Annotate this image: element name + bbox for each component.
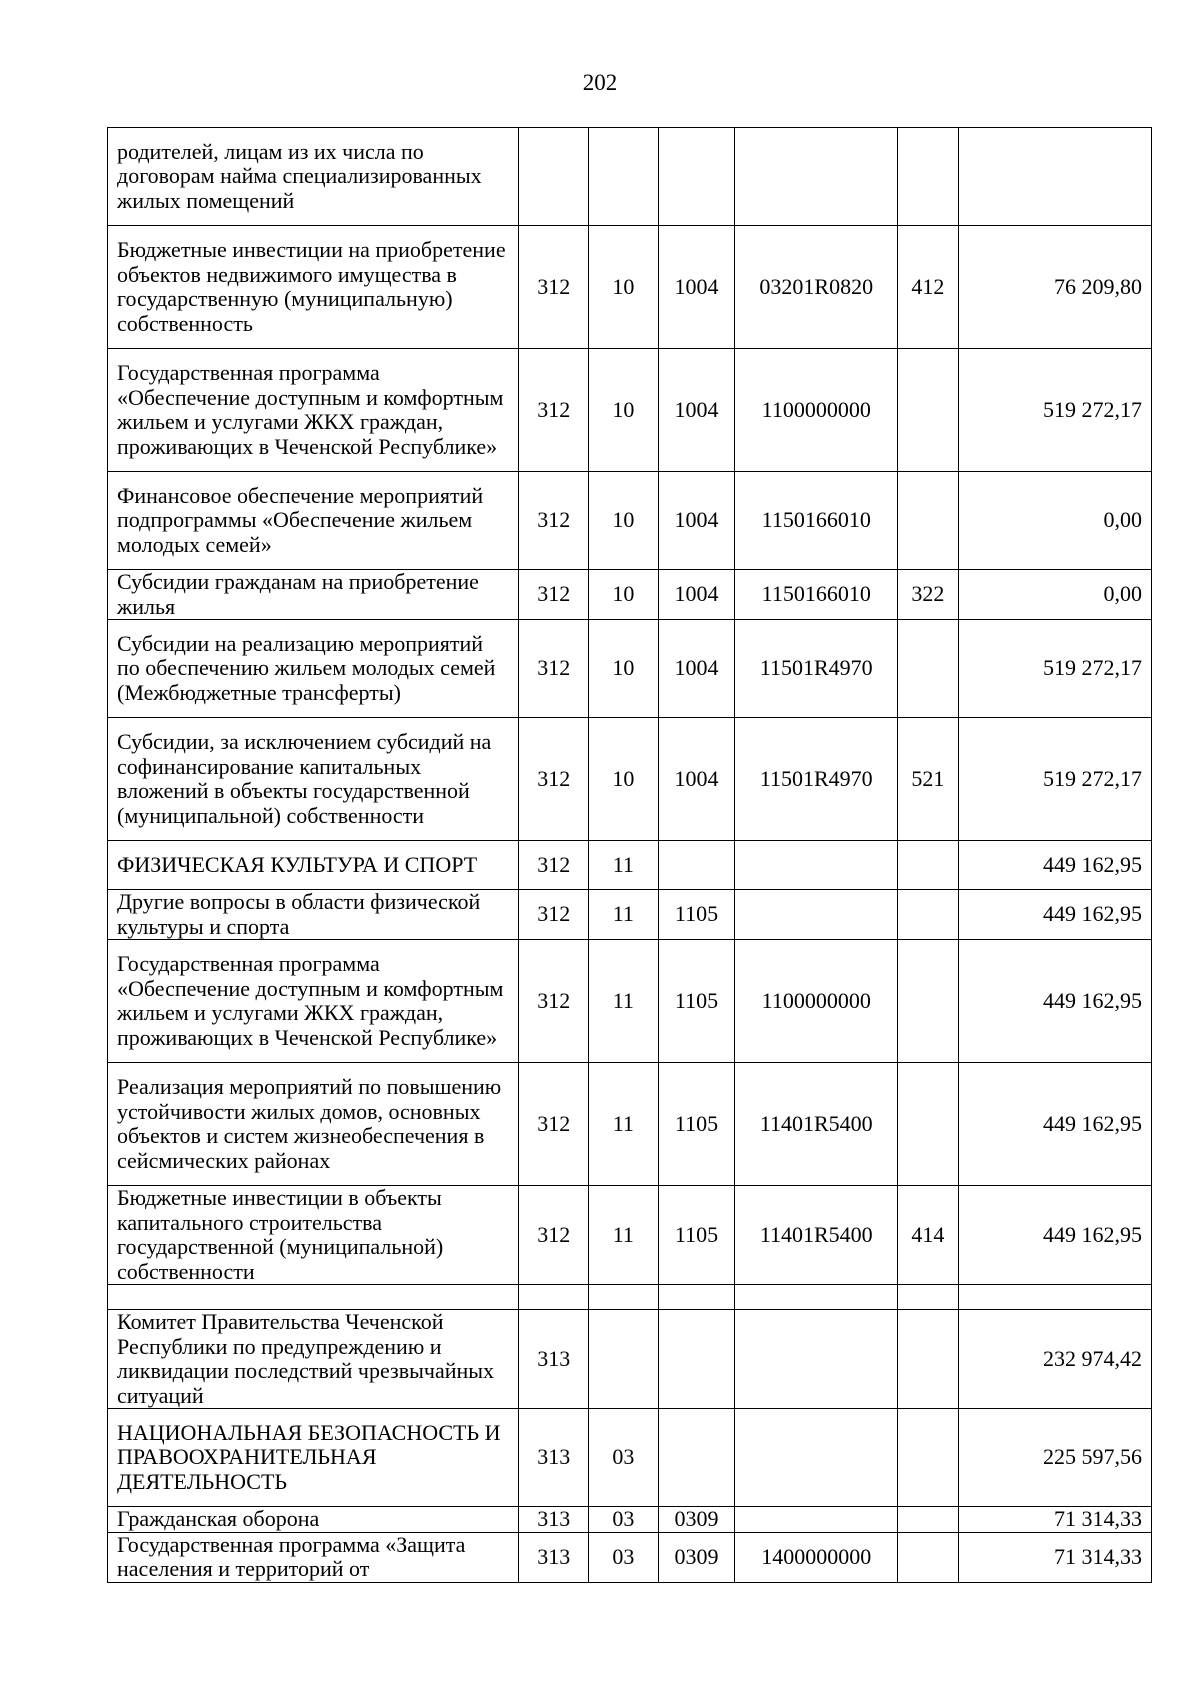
ved-code: 313 (519, 1310, 589, 1409)
ved-code: 313 (519, 1409, 589, 1507)
target-article-code: 1100000000 (735, 349, 898, 472)
table-row (108, 1310, 1152, 1409)
expense-type-code (898, 472, 958, 570)
amount (958, 1285, 1152, 1310)
subsection-code (658, 1285, 735, 1310)
ved-code: 312 (519, 890, 589, 940)
ved-code (519, 128, 589, 226)
expense-type-code: 412 (898, 226, 958, 349)
page-number: 202 (582, 70, 618, 95)
section-code: 10 (589, 570, 659, 620)
section-code: 11 (589, 890, 659, 940)
amount (958, 128, 1152, 226)
subsection-code: 1004 (658, 226, 735, 349)
subsection-code: 1105 (658, 890, 735, 940)
section-code: 03 (589, 1532, 659, 1582)
target-article-code: 11401R5400 (735, 1186, 898, 1285)
item-name: Субсидии, за исключением субсидий на софинансирование капитальных вложений в объекты государственной (муниципальной) собственности (108, 718, 519, 841)
amount: 232 974,42 (958, 1310, 1152, 1409)
expense-type-code (898, 841, 958, 890)
table-row (108, 570, 1152, 620)
target-article-code: 11401R5400 (735, 1063, 898, 1186)
amount: 0,00 (958, 570, 1152, 620)
table-row (108, 1532, 1152, 1582)
expense-type-code (898, 1285, 958, 1310)
target-article-code (735, 128, 898, 226)
section-code: 03 (589, 1409, 659, 1507)
subsection-code: 1004 (658, 620, 735, 718)
target-article-code (735, 1507, 898, 1533)
subsection-code (658, 1409, 735, 1507)
ved-code: 312 (519, 472, 589, 570)
target-article-code: 11501R4970 (735, 620, 898, 718)
section-code (589, 1310, 659, 1409)
item-name: Государственная программа «Обеспечение доступным и комфортным жильем и услугами ЖКХ граждан, проживающих в Чеченской Республике» (108, 940, 519, 1063)
expense-type-code (898, 620, 958, 718)
amount: 449 162,95 (958, 1063, 1152, 1186)
item-name: Субсидии на реализацию мероприятий по обеспечению жильем молодых семей (Межбюджетные трансферты) (108, 620, 519, 718)
section-code: 10 (589, 620, 659, 718)
table-row (108, 1507, 1152, 1533)
amount: 519 272,17 (958, 620, 1152, 718)
target-article-code: 1400000000 (735, 1532, 898, 1582)
item-name: Субсидии гражданам на приобретение жилья (108, 570, 519, 620)
item-name: Другие вопросы в области физической культуры и спорта (108, 890, 519, 940)
amount: 449 162,95 (958, 890, 1152, 940)
expense-type-code (898, 349, 958, 472)
target-article-code: 1100000000 (735, 940, 898, 1063)
section-code: 10 (589, 349, 659, 472)
table-row (108, 128, 1152, 226)
table-row (108, 472, 1152, 570)
item-name: родителей, лицам из их числа по договорам найма специализированных жилых помещений (108, 128, 519, 226)
target-article-code (735, 1409, 898, 1507)
section-code: 11 (589, 940, 659, 1063)
table-row (108, 940, 1152, 1063)
amount: 71 314,33 (958, 1507, 1152, 1533)
subsection-code (658, 841, 735, 890)
expense-type-code (898, 890, 958, 940)
section-code: 10 (589, 226, 659, 349)
target-article-code: 03201R0820 (735, 226, 898, 349)
target-article-code (735, 1285, 898, 1310)
subsection-code: 1105 (658, 940, 735, 1063)
item-name: НАЦИОНАЛЬНАЯ БЕЗОПАСНОСТЬ И ПРАВООХРАНИТЕЛЬНАЯ ДЕЯТЕЛЬНОСТЬ (108, 1409, 519, 1507)
ved-code: 312 (519, 841, 589, 890)
table-row (108, 718, 1152, 841)
amount: 449 162,95 (958, 1186, 1152, 1285)
ved-code: 312 (519, 718, 589, 841)
ved-code: 313 (519, 1532, 589, 1582)
section-code: 11 (589, 1186, 659, 1285)
table-row (108, 1186, 1152, 1285)
subsection-code: 1004 (658, 472, 735, 570)
subsection-code: 1004 (658, 349, 735, 472)
item-name: Бюджетные инвестиции на приобретение объектов недвижимого имущества в государственную (муниципальную) собственность (108, 226, 519, 349)
amount: 225 597,56 (958, 1409, 1152, 1507)
table-row (108, 226, 1152, 349)
item-name: Государственная программа «Защита населения и территорий от (108, 1532, 519, 1582)
table-row (108, 349, 1152, 472)
table-row (108, 1063, 1152, 1186)
subsection-code: 0309 (658, 1507, 735, 1533)
target-article-code (735, 841, 898, 890)
budget-table (107, 127, 1152, 1583)
item-name: Финансовое обеспечение мероприятий подпрограммы «Обеспечение жильем молодых семей» (108, 472, 519, 570)
target-article-code: 1150166010 (735, 472, 898, 570)
ved-code (519, 1285, 589, 1310)
expense-type-code (898, 1310, 958, 1409)
section-code: 10 (589, 472, 659, 570)
subsection-code (658, 1310, 735, 1409)
subsection-code: 1004 (658, 718, 735, 841)
subsection-code: 0309 (658, 1532, 735, 1582)
table-row (108, 620, 1152, 718)
ved-code: 312 (519, 940, 589, 1063)
subsection-code: 1105 (658, 1063, 735, 1186)
section-code: 10 (589, 718, 659, 841)
amount: 519 272,17 (958, 718, 1152, 841)
subsection-code: 1004 (658, 570, 735, 620)
table-row (108, 1409, 1152, 1507)
amount: 0,00 (958, 472, 1152, 570)
amount: 71 314,33 (958, 1532, 1152, 1582)
item-name: Государственная программа «Обеспечение доступным и комфортным жильем и услугами ЖКХ граждан, проживающих в Чеченской Республике» (108, 349, 519, 472)
expense-type-code (898, 1532, 958, 1582)
subsection-code (658, 128, 735, 226)
ved-code: 312 (519, 570, 589, 620)
item-name: ФИЗИЧЕСКАЯ КУЛЬТУРА И СПОРТ (108, 841, 519, 890)
expense-type-code (898, 1063, 958, 1186)
item-name: Гражданская оборона (108, 1507, 519, 1533)
target-article-code (735, 890, 898, 940)
amount: 76 209,80 (958, 226, 1152, 349)
ved-code: 312 (519, 620, 589, 718)
item-name: Реализация мероприятий по повышению устойчивости жилых домов, основных объектов и систем жизнеобеспечения в сейсмических районах (108, 1063, 519, 1186)
amount: 519 272,17 (958, 349, 1152, 472)
item-name: Бюджетные инвестиции в объекты капитального строительства государственной (муниципальной) собственности (108, 1186, 519, 1285)
table-row (108, 841, 1152, 890)
section-code (589, 128, 659, 226)
amount: 449 162,95 (958, 841, 1152, 890)
expense-type-code (898, 940, 958, 1063)
ved-code: 312 (519, 226, 589, 349)
item-name (108, 1285, 519, 1310)
ved-code: 312 (519, 1186, 589, 1285)
ved-code: 313 (519, 1507, 589, 1533)
section-code: 11 (589, 1063, 659, 1186)
expense-type-code: 414 (898, 1186, 958, 1285)
ved-code: 312 (519, 1063, 589, 1186)
expense-type-code (898, 1409, 958, 1507)
expense-type-code (898, 128, 958, 226)
expense-type-code: 521 (898, 718, 958, 841)
section-code (589, 1285, 659, 1310)
target-article-code: 11501R4970 (735, 718, 898, 841)
target-article-code (735, 1310, 898, 1409)
target-article-code: 1150166010 (735, 570, 898, 620)
item-name: Комитет Правительства Чеченской Республики по предупреждению и ликвидации последствий чрезвычайных ситуаций (108, 1310, 519, 1409)
subsection-code: 1105 (658, 1186, 735, 1285)
amount: 449 162,95 (958, 940, 1152, 1063)
section-code: 03 (589, 1507, 659, 1533)
expense-type-code (898, 1507, 958, 1533)
table-row (108, 1285, 1152, 1310)
expense-type-code: 322 (898, 570, 958, 620)
section-code: 11 (589, 841, 659, 890)
table-row (108, 890, 1152, 940)
ved-code: 312 (519, 349, 589, 472)
